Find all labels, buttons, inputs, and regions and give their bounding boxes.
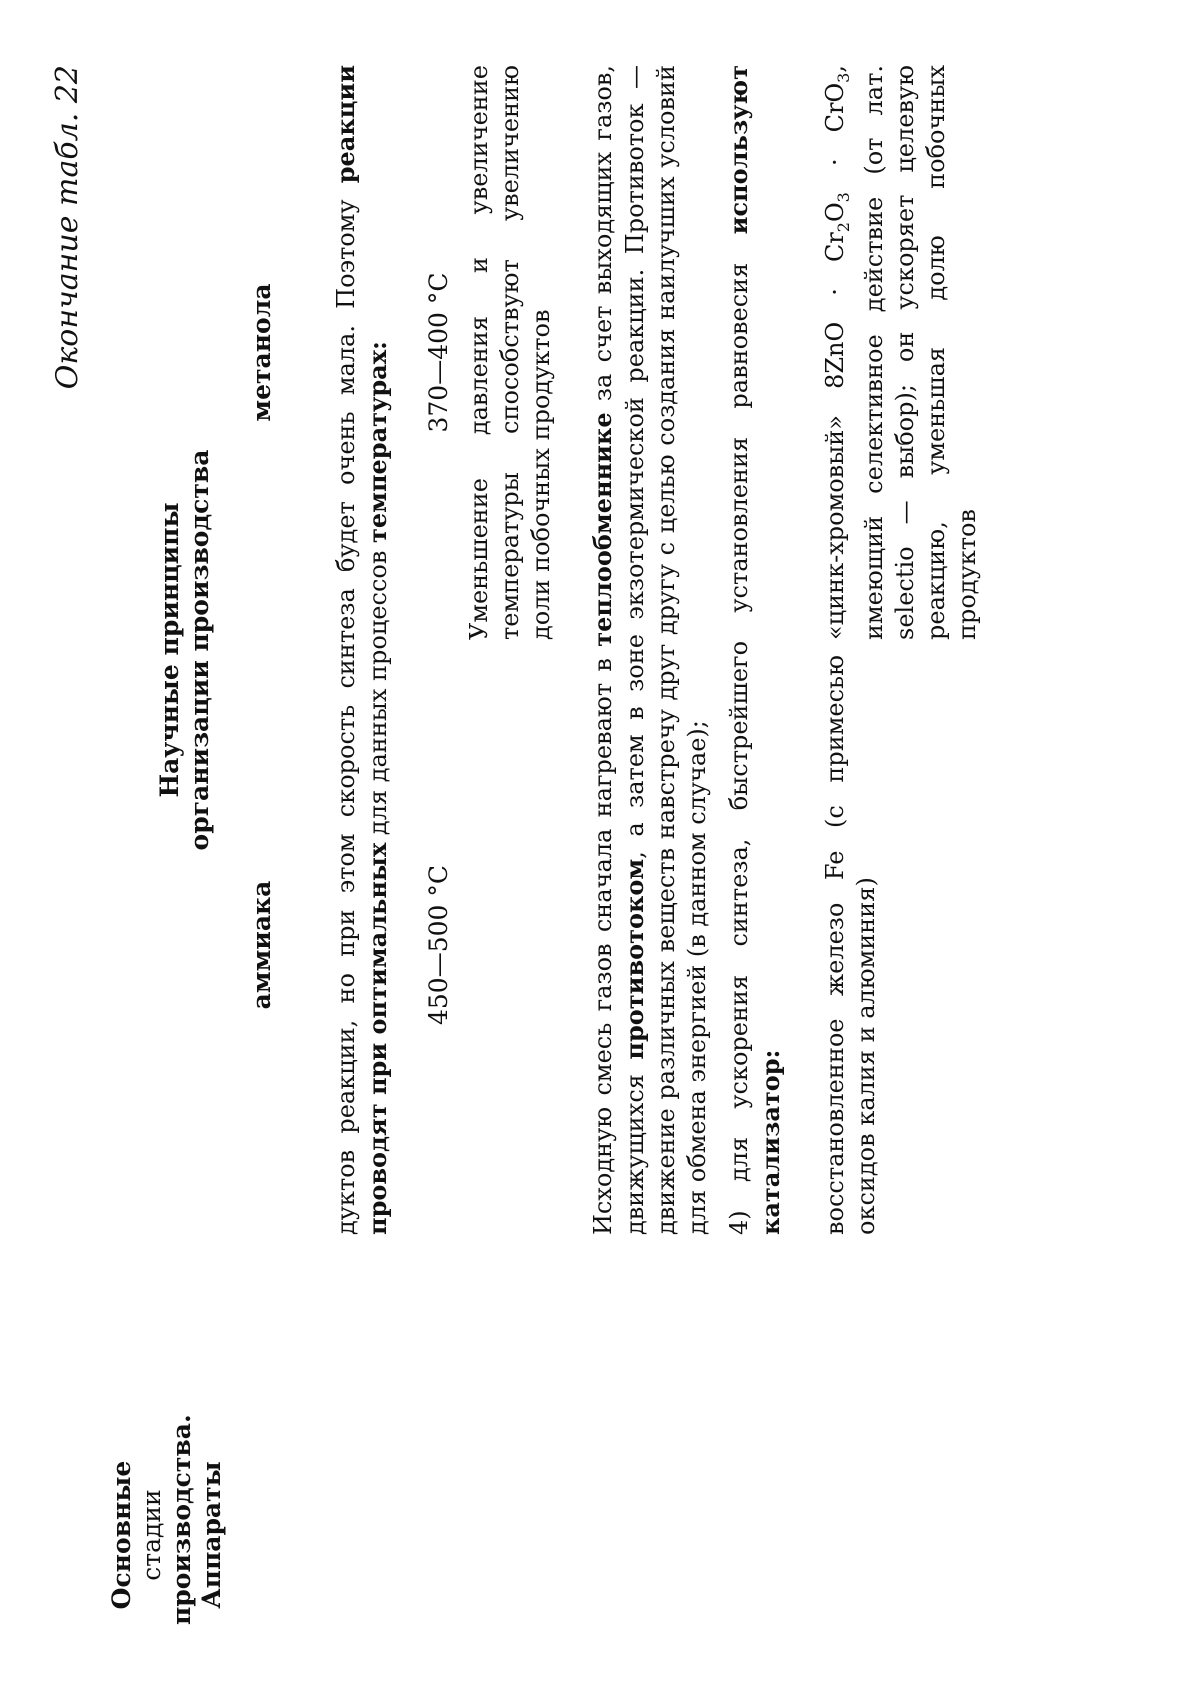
- text-span: за счет выходящих газов, движущихся: [589, 65, 649, 1235]
- methanol-catalyst: [820, 65, 983, 640]
- text-span: , имеющий селективное действие (от лат. selectio — выбор); он ускоряет целевую реакцию, уменьшая долю побочных продуктов: [821, 64, 981, 640]
- subscript: 2: [833, 222, 853, 233]
- header-line: производства.: [167, 1414, 196, 1625]
- subscript: 3: [833, 192, 853, 203]
- text-span: дуктов реакции, но при этом скорость синтеза будет очень мала. Поэтому: [332, 183, 360, 1235]
- bold-span: противотоком: [620, 858, 649, 1060]
- stages-column-header: [107, 1414, 227, 1625]
- text-span: · CrO: [821, 82, 849, 193]
- bold-span: теплообменнике: [588, 412, 617, 647]
- ammonia-temperature: 450—500 °С: [424, 865, 453, 1026]
- header-line: Научные принципы: [155, 502, 184, 798]
- bold-span: реакции проводят при оптимальных: [331, 65, 392, 1235]
- text-span: 4) для ускорения синтеза, быстрейшего установления равновесия: [725, 234, 753, 1235]
- catalyst-paragraph: [723, 65, 787, 1235]
- text-span: «цинк-хромовый» 8ZnO · Cr: [821, 232, 849, 640]
- ammonia-catalyst: восстановленное железо Fe (с примесью оксидов калия и алюминия): [821, 655, 880, 1235]
- header-line: стадии: [137, 1489, 166, 1581]
- subscript: 3: [833, 72, 853, 83]
- heat-exchange-paragraph: [587, 65, 713, 1235]
- header-line: Основные: [107, 1460, 136, 1610]
- methanol-temperature-note: Уменьшение давления и увеличение температуры способствуют увеличению доли побочных продуктов: [465, 65, 555, 640]
- bold-span: температурах:: [363, 341, 392, 544]
- text-span: для данных процессов: [364, 543, 392, 843]
- text-span: , а затем в зоне экзотермической реакции. Противоток — движение различных веществ навстречу друг другу с целью создания наилучших условий для обмена энергией (в данном случае);: [621, 64, 711, 1235]
- header-line: организации производства: [185, 449, 214, 851]
- text-span: Исходную смесь газов сначала нагревают в: [589, 646, 617, 1235]
- table-continuation: [50, 65, 1150, 1625]
- methanol-temperature: 370—400 °С: [424, 272, 453, 433]
- text-span: O: [821, 202, 849, 223]
- principles-column-header: [155, 65, 215, 1235]
- ammonia-subheader: аммиака: [247, 880, 276, 1010]
- bold-span: используют катализатор:: [724, 65, 785, 1235]
- header-line: Аппараты: [197, 1461, 226, 1609]
- methanol-subheader: метанола: [247, 283, 276, 422]
- temperature-paragraph: [330, 65, 394, 1235]
- table-caption: Окончание табл. 22: [50, 65, 85, 390]
